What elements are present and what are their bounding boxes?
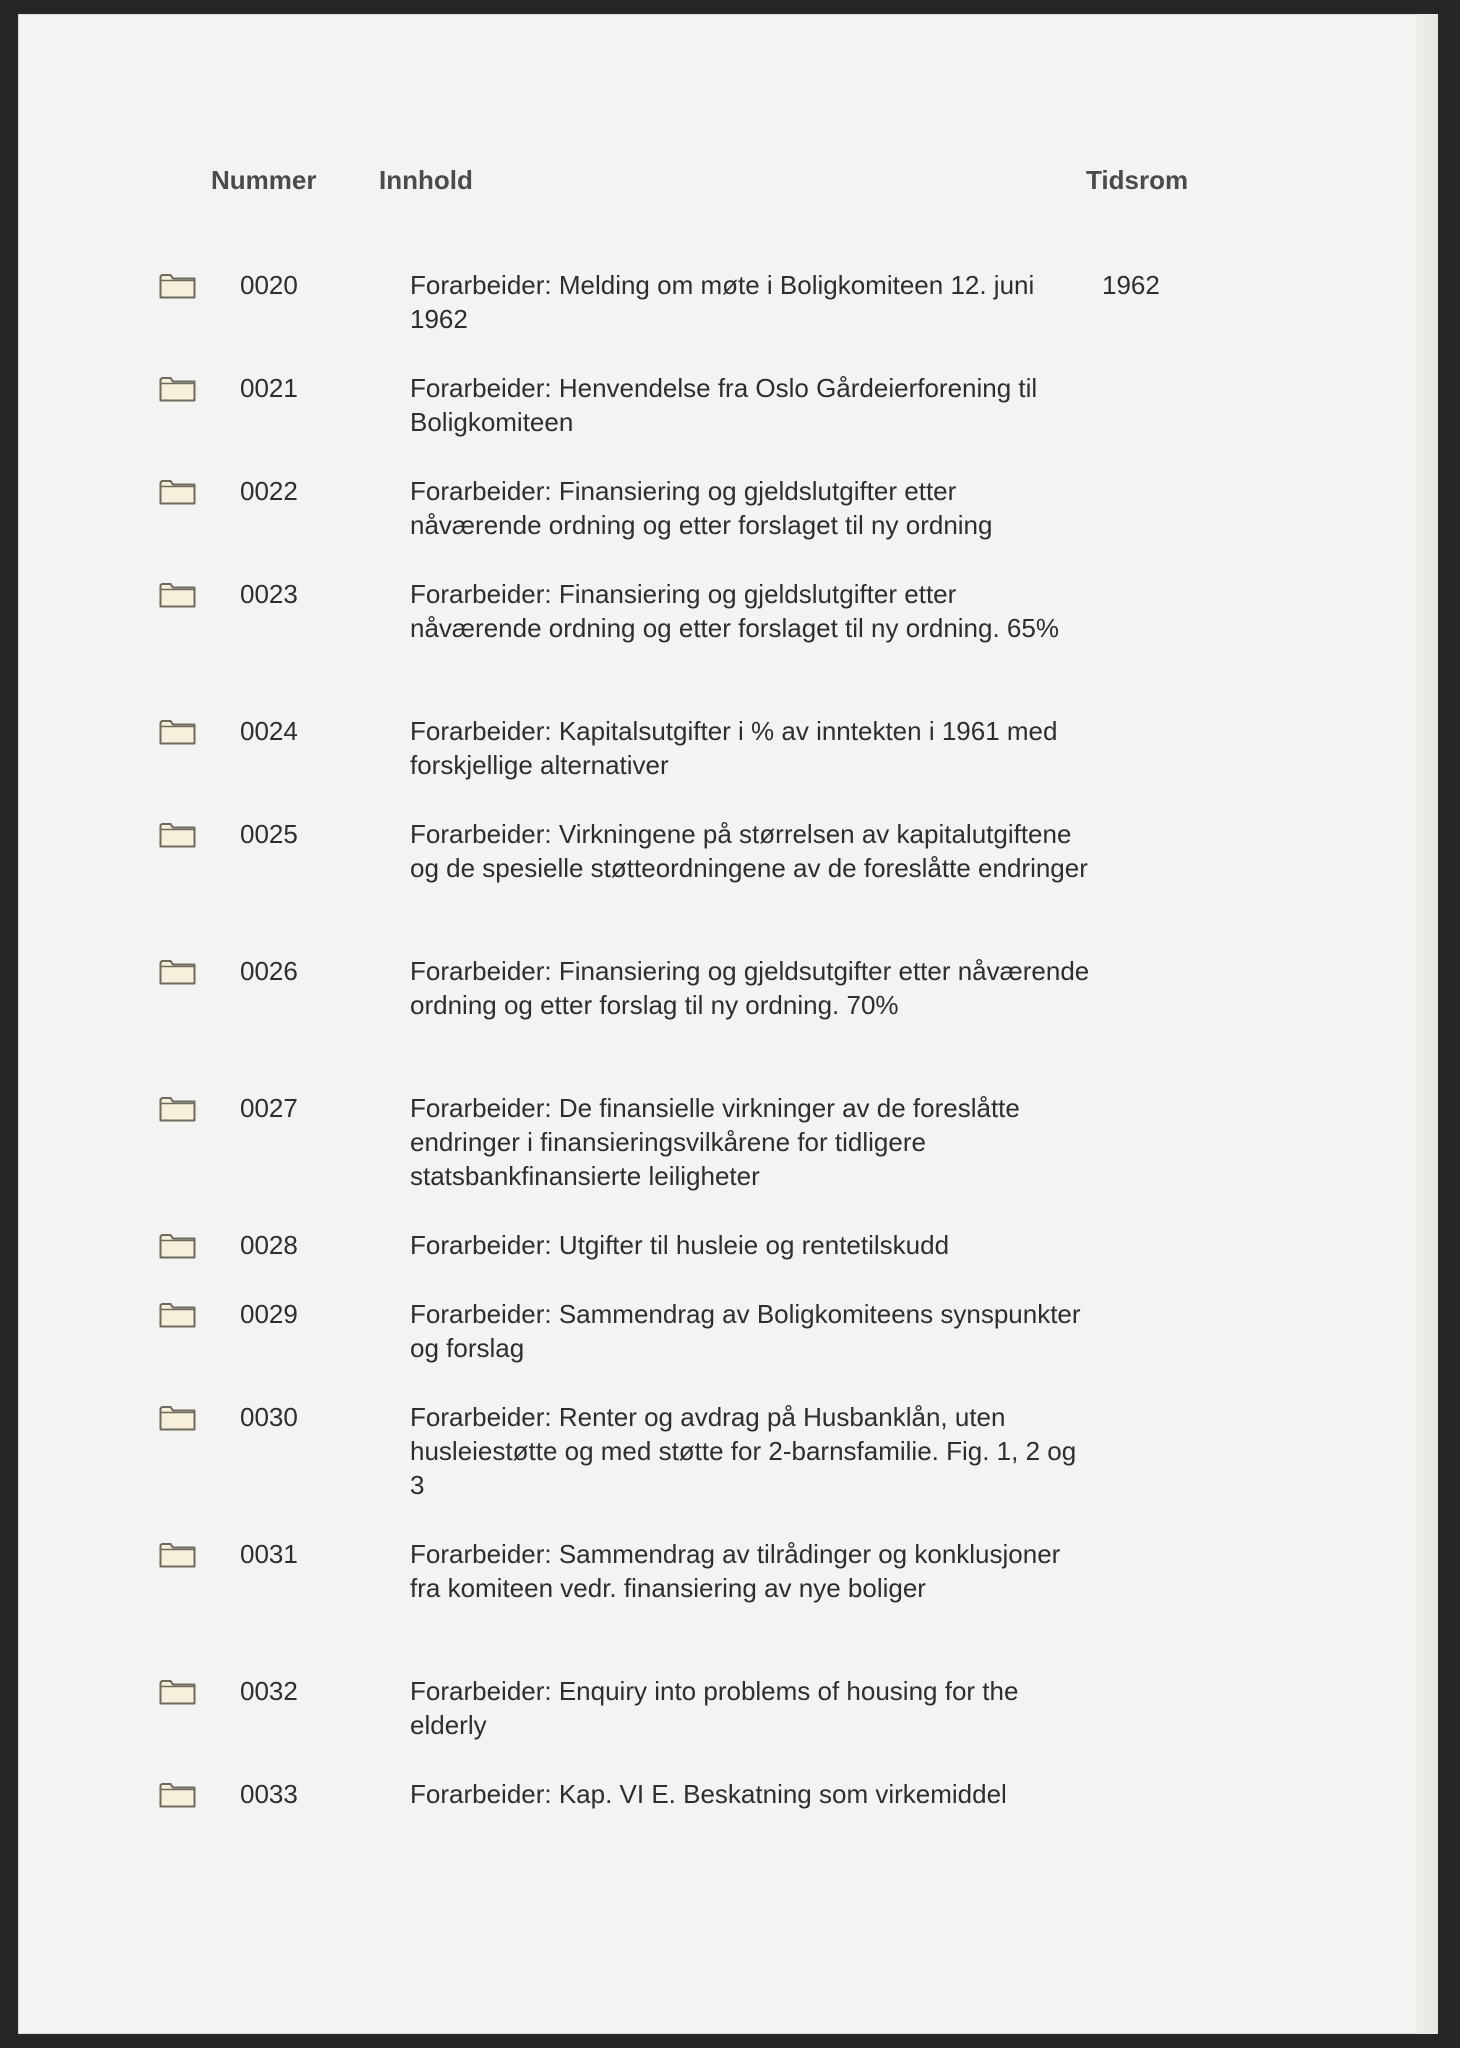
folder-icon[interactable] [159, 1541, 196, 1568]
entry-number: 0020 [240, 270, 298, 300]
entry-content: Forarbeider: Henvendelse fra Oslo Gårdeierforening til Boligkomiteen [410, 373, 1038, 437]
entry-content: Forarbeider: Melding om møte i Boligkomiteen 12. juni 1962 [410, 270, 1035, 334]
folder-icon[interactable] [159, 1095, 196, 1122]
entry-number: 0027 [240, 1093, 298, 1123]
entry-content: Forarbeider: Kap. VI E. Beskatning som virkemiddel [410, 1779, 1007, 1809]
folder-icon[interactable] [159, 1301, 196, 1328]
folder-icon[interactable] [159, 718, 196, 745]
entry-number: 0032 [240, 1676, 298, 1706]
entry-number: 0025 [240, 819, 298, 849]
folder-icon[interactable] [159, 1404, 196, 1431]
entry-content: Forarbeider: Finansiering og gjeldsutgifter etter nåværende ordning og etter forslag til ny ordning. 70% [410, 956, 1090, 1020]
column-header-content: Innhold [379, 165, 473, 195]
entry-content: Forarbeider: Sammendrag av tilrådinger og konklusjoner fra komiteen vedr. finansiering av nye boliger [410, 1539, 1061, 1603]
entry-number: 0026 [240, 956, 298, 986]
entry-content: Forarbeider: De finansielle virkninger av de foreslåtte endringer i finansieringsvilkårene for tidligere statsbankfinansierte leiligheter [410, 1093, 1020, 1191]
entry-content: Forarbeider: Utgifter til husleie og rentetilskudd [410, 1230, 950, 1260]
folder-icon[interactable] [159, 1232, 196, 1259]
column-header-number: Nummer [211, 165, 317, 195]
folder-icon[interactable] [159, 272, 196, 299]
entry-number: 0022 [240, 476, 298, 506]
entry-number: 0023 [240, 579, 298, 609]
folder-icon[interactable] [159, 375, 196, 402]
entry-number: 0031 [240, 1539, 298, 1569]
entry-number: 0030 [240, 1402, 298, 1432]
entry-number: 0029 [240, 1299, 298, 1329]
entry-content: Forarbeider: Finansiering og gjeldslutgifter etter nåværende ordning og etter forslaget til ny ordning [410, 476, 993, 540]
folder-icon[interactable] [159, 581, 196, 608]
entry-period: 1962 [1102, 270, 1160, 300]
entry-content: Forarbeider: Virkningene på størrelsen av kapitalutgiftene og de spesielle støtteordningene av de foreslåtte endringer [410, 819, 1088, 883]
folder-icon[interactable] [159, 1678, 196, 1705]
entry-number: 0033 [240, 1779, 298, 1809]
entry-content: Forarbeider: Renter og avdrag på Husbanklån, uten husleiestøtte og med støtte for 2-barnsfamilie. Fig. 1, 2 og 3 [410, 1402, 1077, 1500]
folder-icon[interactable] [159, 1781, 196, 1808]
entry-content: Forarbeider: Enquiry into problems of housing for the elderly [410, 1676, 1019, 1740]
folder-icon[interactable] [159, 478, 196, 505]
entry-content: Forarbeider: Kapitalsutgifter i % av inntekten i 1961 med forskjellige alternativer [410, 716, 1058, 780]
folder-icon[interactable] [159, 958, 196, 985]
entry-list [18, 14, 1438, 2034]
entry-number: 0028 [240, 1230, 298, 1260]
entry-content: Forarbeider: Sammendrag av Boligkomiteens synspunkter og forslag [410, 1299, 1081, 1363]
entry-number: 0024 [240, 716, 298, 746]
folder-icon[interactable] [159, 821, 196, 848]
entry-number: 0021 [240, 373, 298, 403]
entry-content: Forarbeider: Finansiering og gjeldslutgifter etter nåværende ordning og etter forslaget til ny ordning. 65% [410, 579, 1059, 643]
column-header-period: Tidsrom [1086, 165, 1189, 195]
document-page [18, 14, 1438, 2034]
